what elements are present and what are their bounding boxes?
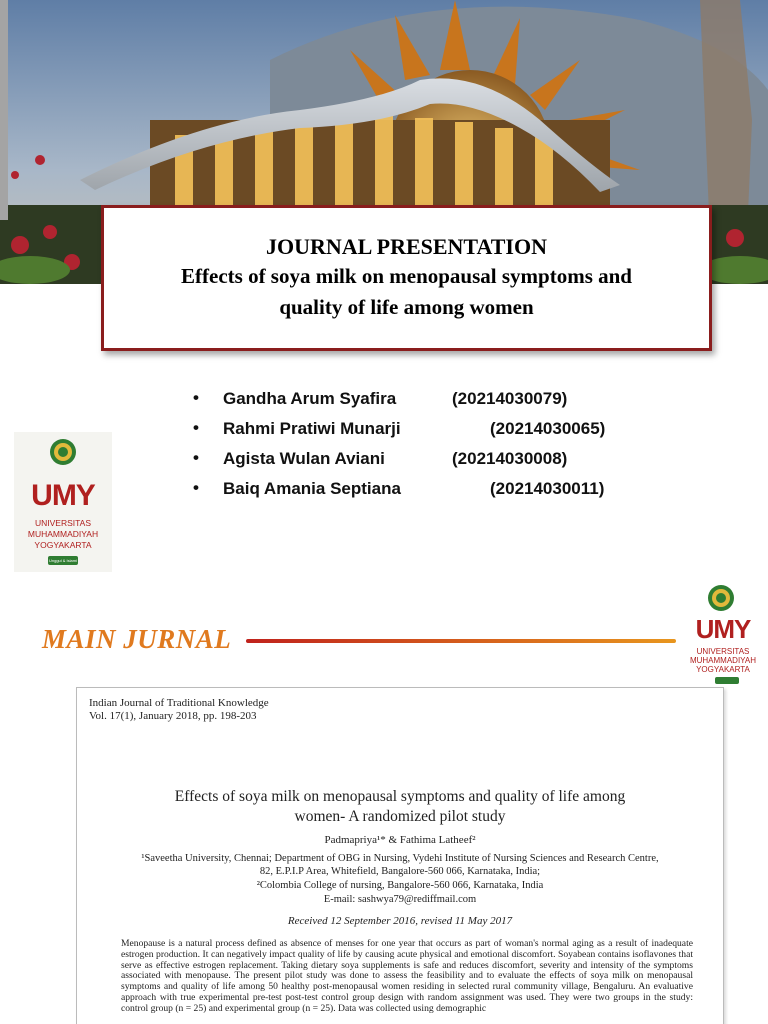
logo-line-1: UNIVERSITAS bbox=[34, 518, 92, 528]
section-heading: MAIN JURNAL bbox=[42, 624, 232, 654]
author-name: Gandha Arum Syafira bbox=[223, 389, 397, 408]
logo-line-2: MUHAMMADIYAH bbox=[689, 656, 757, 665]
umy-logo bbox=[683, 580, 768, 686]
title-line-2: Effects of soya milk on menopausal symptoms and bbox=[181, 264, 632, 288]
journal-volume: Vol. 17(1), January 2018, pp. 198-203 bbox=[89, 710, 257, 722]
bullet: • bbox=[193, 418, 199, 437]
author-item bbox=[193, 448, 673, 478]
author-item bbox=[193, 388, 673, 418]
author-name: Baiq Amania Septiana bbox=[223, 479, 401, 498]
bullet: • bbox=[193, 448, 199, 467]
author-name: Agista Wulan Aviani bbox=[223, 449, 385, 468]
logo-line-3: YOGYAKARTA bbox=[696, 665, 750, 674]
journal-name: Indian Journal of Traditional Knowledge bbox=[89, 697, 269, 709]
author-list bbox=[193, 388, 673, 508]
logo-tagline bbox=[715, 677, 739, 684]
title-line-3: quality of life among women bbox=[279, 295, 534, 319]
logo-abbr: UMY bbox=[31, 479, 95, 512]
heading-underline bbox=[246, 639, 676, 643]
author-id: (20214030079) bbox=[452, 389, 568, 408]
umy-logo bbox=[14, 432, 112, 572]
author-name: Rahmi Pratiwi Munarji bbox=[223, 419, 401, 438]
bullet: • bbox=[193, 388, 199, 407]
affiliation-2: 82, E.P.I.P Area, Whitefield, Bangalore-560 066, Karnataka, India; bbox=[259, 866, 541, 877]
paper-email: E-mail: sashwya79@rediffmail.com bbox=[323, 894, 477, 905]
title-box bbox=[101, 205, 712, 351]
received-date: Received 12 September 2016, revised 11 May 2017 bbox=[287, 915, 513, 927]
logo-line-1: UNIVERSITAS bbox=[696, 647, 750, 656]
author-item bbox=[193, 418, 673, 448]
paper-title-line-2: women- A randomized pilot study bbox=[294, 808, 506, 825]
abstract-text: Menopause is a natural process defined as absence of menses for one year that occurs as part of woman's normal aging as a result of inadequate estrogen production. It can negatively impact quality of life by causing acute physical and emotional discomfort. Soyabean contains isoflavones that serve as effective estrogen replacement. Taking dietary soya supplements is safe and reduces discomfort, severity and intensity of the symptoms associated with menopause. The present pilot study was done to assess the feasibility and to evaluate the effects of soya milk on menopausal symptoms and quality of life among 50 healthy post-menopausal women residing in selected rural community village, Bengaluru. An evaluative approach with true experimental pre-test post-test control group design with random assignment was used. They were two groups in the study: control group (n = 25) and experimental group (n = 25). Data was collected using demographic bbox=[121, 938, 693, 1014]
journal-info bbox=[89, 697, 269, 723]
logo-abbr: UMY bbox=[695, 614, 751, 644]
author-id: (20214030011) bbox=[490, 479, 605, 498]
paper-title-line-1: Effects of soya milk on menopausal symptoms and quality of life among bbox=[174, 788, 626, 805]
author-id: (20214030008) bbox=[452, 449, 568, 468]
logo-line-2: MUHAMMADIYAH bbox=[27, 529, 99, 539]
affiliation-3: ²Colombia College of nursing, Bangalore-560 066, Karnataka, India bbox=[256, 880, 544, 891]
paper-page bbox=[76, 687, 724, 1024]
logo-tagline: Unggul & Islami bbox=[48, 558, 77, 563]
author-item bbox=[193, 478, 673, 508]
affiliation-1: ¹Saveetha University, Chennai; Department of OBG in Nursing, Vydehi Institute of Nursing Sciences and Research Centre, bbox=[141, 853, 659, 864]
title-line-1: JOURNAL PRESENTATION bbox=[266, 234, 547, 259]
paper-authors: Padmapriya¹* & Fathima Latheef² bbox=[324, 834, 476, 846]
paper-title bbox=[77, 787, 723, 827]
author-id: (20214030065) bbox=[490, 419, 606, 438]
umy-emblem-icon bbox=[49, 438, 77, 466]
logo-line-3: YOGYAKARTA bbox=[34, 540, 92, 550]
umy-emblem-icon bbox=[707, 584, 735, 612]
slide-main-journal bbox=[0, 580, 768, 1024]
bullet: • bbox=[193, 478, 199, 497]
